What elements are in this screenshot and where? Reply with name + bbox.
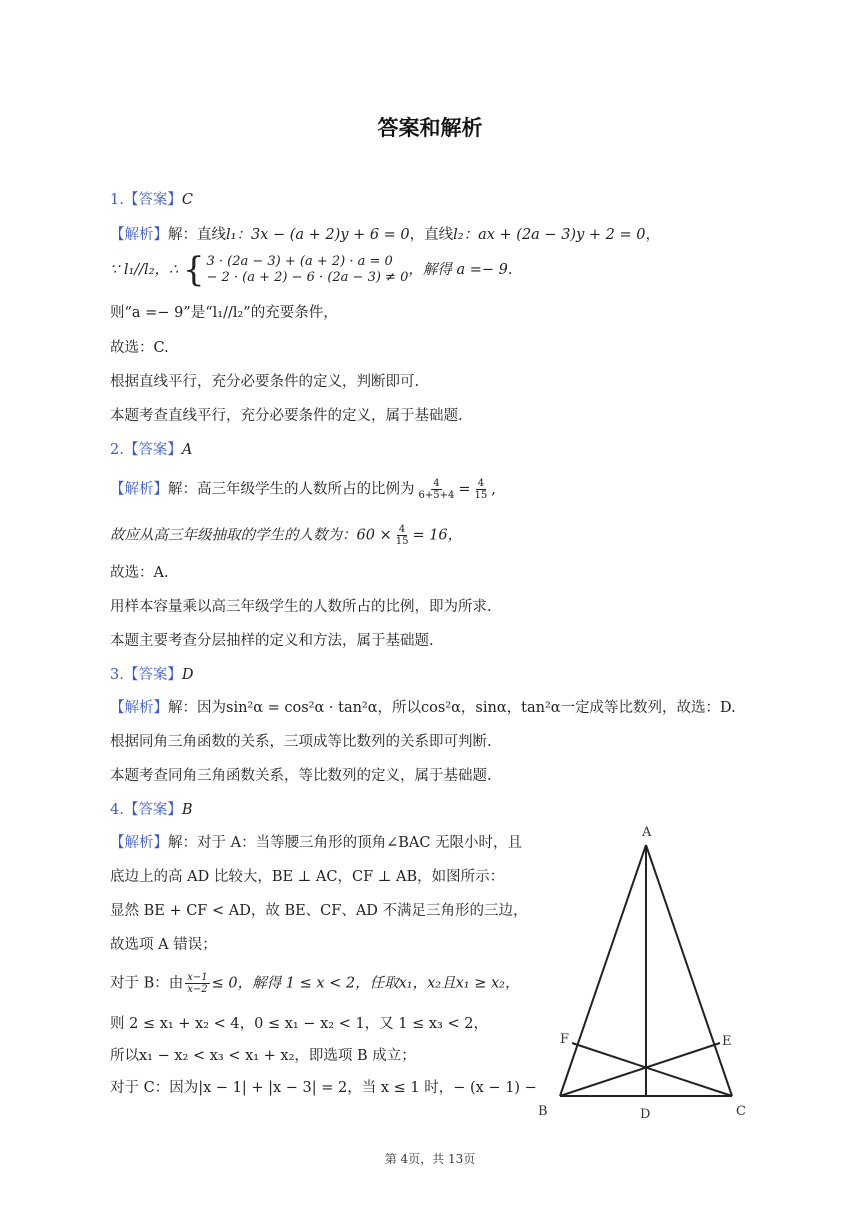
analysis-tag: 【解析】	[110, 835, 168, 851]
analysis-tag: 【解析】	[110, 227, 168, 243]
equation-line: − 2 · (a + 2) − 6 · (2a − 3) ≠ 0	[206, 270, 409, 285]
foot-label-e: E	[722, 1034, 732, 1049]
analysis-tag: 【解析】	[110, 481, 168, 498]
text-segment: ,	[491, 481, 496, 498]
analysis-1-line-3: 则“a =− 9”是“l₁//l₂”的充要条件，	[110, 305, 338, 321]
analysis-2-line-5: 本题主要考查分层抽样的定义和方法，属于基础题.	[110, 633, 434, 649]
numerator: 4	[477, 478, 485, 489]
math-expression: = 16，	[412, 527, 463, 544]
numerator: 4	[433, 478, 440, 489]
analysis-3-line-2: 根据同角三角函数的关系，三项成等比数列的关系即可判断.	[110, 734, 492, 750]
analysis-1-line-4: 故选：C.	[110, 340, 169, 356]
text-segment: 解：直线	[168, 227, 226, 243]
answer-value: B	[181, 802, 193, 818]
analysis-1-line-6: 本题考查直线平行，充分必要条件的定义，属于基础题.	[110, 408, 463, 424]
fraction	[417, 478, 457, 501]
side-ac	[646, 845, 732, 1096]
answer-2-header	[110, 440, 192, 460]
math-expression: ≤ 0，解得 1 ≤ x < 2，任取x₁，x₂且x₁ ≥ x₂，	[211, 975, 520, 992]
isosceles-triangle-figure	[530, 818, 760, 1128]
math-expression: 故应从高三年级抽取的学生的人数为：60 ×	[110, 527, 392, 544]
analysis-1-line-1	[110, 225, 660, 245]
analysis-4-line-7: 所以x₁ − x₂ < x₃ < x₁ + x₂，即选项 B 成立；	[110, 1048, 416, 1064]
analysis-4-line-2: 底边上的高 AD 比较大，BE ⊥ AC，CF ⊥ AB，如图所示：	[110, 869, 505, 885]
analysis-4-line-6: 则 2 ≤ x₁ + x₂ < 4，0 ≤ x₁ − x₂ < 1，又 1 ≤ x₃ < 2，	[110, 1016, 488, 1032]
analysis-4-line-8: 对于 C：因为|x − 1| + |x − 3| = 2，当 x ≤ 1 时，− (x − 1) −	[110, 1080, 537, 1096]
fraction	[394, 524, 411, 547]
numerator: 4	[398, 524, 406, 535]
answer-value: A	[181, 442, 193, 458]
side-ab	[560, 845, 646, 1096]
analysis-4-line-3: 显然 BE + CF < AD，故 BE、CF、AD 不满足三角形的三边，	[110, 903, 528, 919]
left-brace-icon: {	[182, 250, 205, 290]
answer-number: 3.	[110, 667, 124, 683]
analysis-4-line-5	[110, 972, 519, 995]
vertex-label-a: A	[642, 825, 652, 840]
equation-system	[182, 250, 409, 290]
analysis-3-line-1	[110, 698, 736, 718]
equals-sign: =	[458, 481, 471, 498]
math-expression: l₂：ax + (2a − 3)y + 2 = 0	[453, 227, 646, 243]
text-segment: ，直线	[409, 227, 454, 243]
denominator: 15	[395, 536, 409, 547]
text-segment: ，	[645, 227, 660, 243]
analysis-2-line-1	[110, 478, 496, 501]
answer-3-header	[110, 665, 193, 685]
math-expression: ∵ l₁//l₂，∴	[110, 262, 179, 278]
denominator: x−2	[187, 984, 208, 995]
text-segment: 解：因为sin²α = cos²α · tan²α，所以cos²α，sinα，tan²α一定成等比数列，故选：D.	[168, 700, 736, 716]
vertex-label-b: B	[538, 1104, 548, 1119]
answer-number: 1.	[110, 192, 124, 208]
answer-number: 4.	[110, 802, 124, 818]
answer-tag: 【答案】	[123, 192, 182, 208]
analysis-1-line-2	[110, 250, 513, 290]
analysis-tag: 【解析】	[110, 700, 168, 716]
analysis-4-line-4: 故选项 A 错误；	[110, 937, 217, 953]
vertex-label-c: C	[736, 1104, 746, 1119]
answer-number: 2.	[110, 442, 124, 458]
math-expression: ，解得 a =− 9.	[408, 262, 513, 278]
fraction	[185, 972, 209, 995]
analysis-4-line-1	[110, 833, 522, 853]
answer-tag: 【答案】	[123, 667, 182, 683]
answer-value: D	[181, 667, 194, 683]
altitude-cf	[572, 1043, 732, 1096]
denominator: 15	[474, 490, 488, 501]
math-expression: l₁：3x − (a + 2)y + 6 = 0	[226, 227, 410, 243]
answer-value: C	[181, 192, 193, 208]
altitude-be	[560, 1043, 720, 1096]
analysis-3-line-3: 本题考查同角三角函数关系，等比数列的定义，属于基础题.	[110, 768, 492, 784]
page-title: 答案和解析	[377, 116, 483, 140]
answer-1-header	[110, 190, 193, 210]
answer-tag: 【答案】	[123, 802, 182, 818]
answer-tag: 【答案】	[123, 442, 182, 458]
fraction	[473, 478, 490, 501]
text-segment: 解：对于 A：当等腰三角形的顶角∠BAC 无限小时，且	[168, 835, 523, 851]
text-segment: 对于 B：由	[110, 975, 184, 992]
equation-line: 3 · (2a − 3) + (a + 2) · a = 0	[206, 254, 393, 269]
answer-4-header	[110, 800, 193, 820]
page-footer: 第 4页，共 13页	[384, 1152, 476, 1166]
analysis-2-line-2	[110, 524, 462, 547]
foot-label-f: F	[560, 1032, 570, 1047]
foot-label-d: D	[640, 1107, 651, 1122]
analysis-2-line-4: 用样本容量乘以高三年级学生的人数所占的比例，即为所求.	[110, 599, 492, 615]
text-segment: 解：高三年级学生的人数所占的比例为	[168, 481, 415, 498]
denominator: 6+5+4	[418, 490, 455, 501]
analysis-2-line-3: 故选：A.	[110, 565, 169, 581]
numerator: x−1	[187, 972, 208, 983]
analysis-1-line-5: 根据直线平行，充分必要条件的定义，判断即可.	[110, 374, 420, 390]
